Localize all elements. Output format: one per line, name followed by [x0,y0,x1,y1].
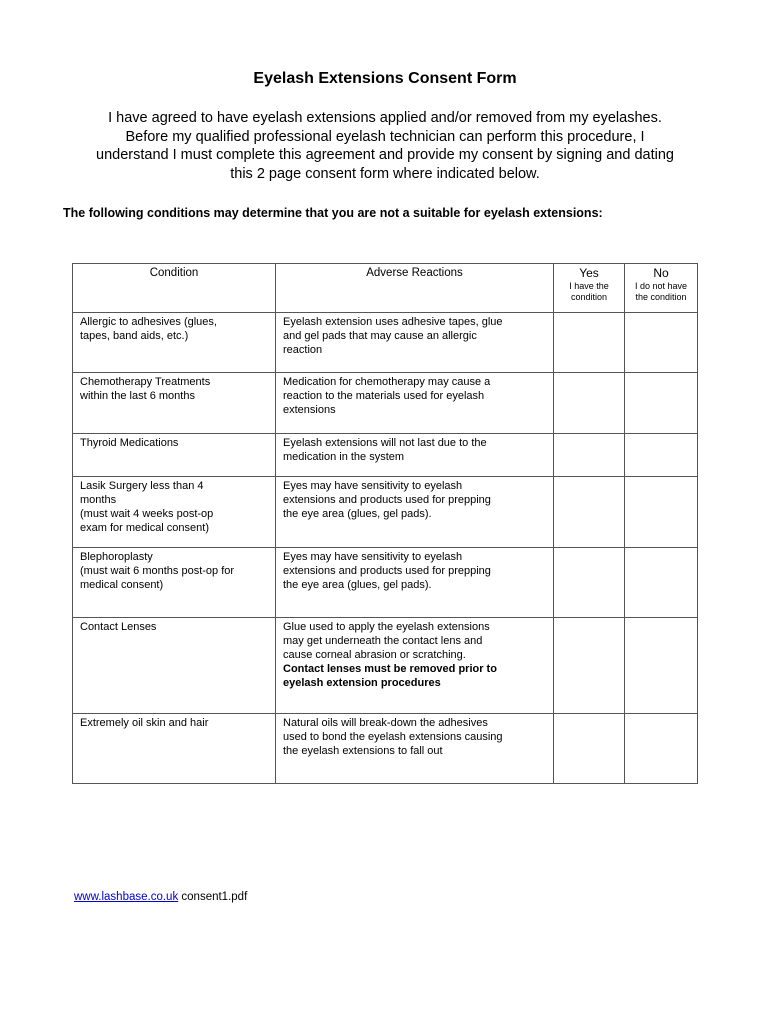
table-row [73,477,698,548]
condition-line: Thyroid Medications [80,437,179,449]
reaction-line: may get underneath the contact lens and [283,635,483,647]
intro-line: understand I must complete this agreement and provide my consent by signing and dating [96,147,674,163]
condition-line: within the last 6 months [80,390,195,402]
condition-cell [73,548,276,618]
header-condition-label: Condition [149,267,199,279]
reaction-line: medication in the system [283,451,405,463]
condition-line: (must wait 6 months post-op for [80,565,235,577]
no-checkbox-cell[interactable] [625,373,698,434]
reaction-text [276,714,553,758]
reaction-line: the eye area (glues, gel pads). [283,508,432,520]
reaction-line: Eyes may have sensitivity to eyelash [283,480,463,492]
reaction-line: extensions [283,404,336,416]
condition-cell [73,477,276,548]
condition-cell [73,714,276,784]
condition-line: tapes, band aids, etc.) [80,330,189,342]
reaction-line: reaction to the materials used for eyelash [283,390,485,402]
no-checkbox-cell[interactable] [625,714,698,784]
footer [74,891,247,903]
reaction-line: Eyes may have sensitivity to eyelash [283,551,463,563]
yes-checkbox-cell[interactable] [554,477,625,548]
no-checkbox-cell[interactable] [625,434,698,477]
condition-line: months [80,494,117,506]
reaction-line: reaction [283,344,323,356]
reaction-line: Eyelash extension uses adhesive tapes, glue [283,316,503,328]
condition-line: exam for medical consent) [80,522,209,534]
no-checkbox-cell[interactable] [625,477,698,548]
header-no-label: No [653,266,669,280]
reaction-text [276,434,553,464]
reaction-line: cause corneal abrasion or scratching. [283,649,466,661]
condition-line: Chemotherapy Treatments [80,376,211,388]
yes-checkbox-cell[interactable] [554,618,625,714]
table-row [73,548,698,618]
table-row [73,373,698,434]
condition-text [73,548,275,592]
yes-checkbox-cell[interactable] [554,313,625,373]
reaction-line: extensions and products used for prepping [283,494,491,506]
reaction-line: the eye area (glues, gel pads). [283,579,432,591]
reaction-text [276,477,553,521]
reaction-cell [276,714,554,784]
condition-cell [73,434,276,477]
table-row [73,313,698,373]
reaction-line: Natural oils will break-down the adhesives [283,717,488,729]
reaction-text [276,313,553,357]
reaction-cell [276,373,554,434]
condition-line: Allergic to adhesives (glues, [80,316,217,328]
condition-line: Extremely oil skin and hair [80,717,209,729]
reaction-cell [276,434,554,477]
table-row [73,618,698,714]
condition-cell [73,618,276,714]
reaction-line: used to bond the eyelash extensions causing [283,731,503,743]
header-no-sub: I do not have the condition [634,281,688,302]
reaction-line: and gel pads that may cause an allergic [283,330,477,342]
condition-cell [73,373,276,434]
header-yes-sub: I have the condition [569,281,609,302]
header-no [625,264,698,313]
reaction-text [276,548,553,592]
reaction-warning-line: Contact lenses must be removed prior to [283,663,497,675]
header-reactions-label: Adverse Reactions [366,267,463,279]
reaction-text [276,618,553,690]
intro-line: this 2 page consent form where indicated below. [230,165,540,182]
footer-link[interactable]: www.lashbase.co.uk [74,891,179,903]
condition-text [73,477,275,535]
reaction-cell [276,313,554,373]
condition-line: Blephoroplasty [80,551,153,563]
reaction-cell [276,548,554,618]
reaction-line: Glue used to apply the eyelash extensions [283,621,490,633]
header-reactions [276,264,554,313]
no-checkbox-cell[interactable] [625,313,698,373]
table-header-row [73,264,698,313]
footer-filename: consent1.pdf [181,891,248,903]
reaction-text [276,373,553,417]
conditions-table [72,263,698,784]
condition-text [73,618,275,634]
yes-checkbox-cell[interactable] [554,373,625,434]
condition-text [73,434,275,450]
table-row [73,434,698,477]
header-yes [554,264,625,313]
no-checkbox-cell[interactable] [625,548,698,618]
reaction-line: Eyelash extensions will not last due to the [283,437,487,449]
yes-checkbox-cell[interactable] [554,714,625,784]
reaction-line: Medication for chemotherapy may cause a [283,376,491,388]
condition-text [73,373,275,403]
condition-line: (must wait 4 weeks post-op [80,508,214,520]
intro-paragraph [60,109,710,183]
table-row [73,714,698,784]
condition-line: Contact Lenses [80,621,157,633]
header-yes-label: Yes [579,266,599,280]
condition-text [73,313,275,343]
condition-line: medical consent) [80,579,164,591]
reaction-warning-line: eyelash extension procedures [283,677,441,689]
condition-line: Lasik Surgery less than 4 [80,480,204,492]
intro-line: I have agreed to have eyelash extensions applied and/or removed from my eyelashes. [108,110,662,126]
condition-cell [73,313,276,373]
reaction-cell [276,618,554,714]
yes-checkbox-cell[interactable] [554,434,625,477]
reaction-line: extensions and products used for prepping [283,565,491,577]
yes-checkbox-cell[interactable] [554,548,625,618]
reaction-cell [276,477,554,548]
header-condition [73,264,276,313]
reaction-line: the eyelash extensions to fall out [283,745,443,757]
page-title: Eyelash Extensions Consent Form [253,70,517,87]
conditions-heading: The following conditions may determine that you are not a suitable for eyelash extensions: [63,206,603,220]
intro-line: Before my qualified professional eyelash technician can perform this procedure, I [125,128,645,145]
condition-text [73,714,275,730]
no-checkbox-cell[interactable] [625,618,698,714]
